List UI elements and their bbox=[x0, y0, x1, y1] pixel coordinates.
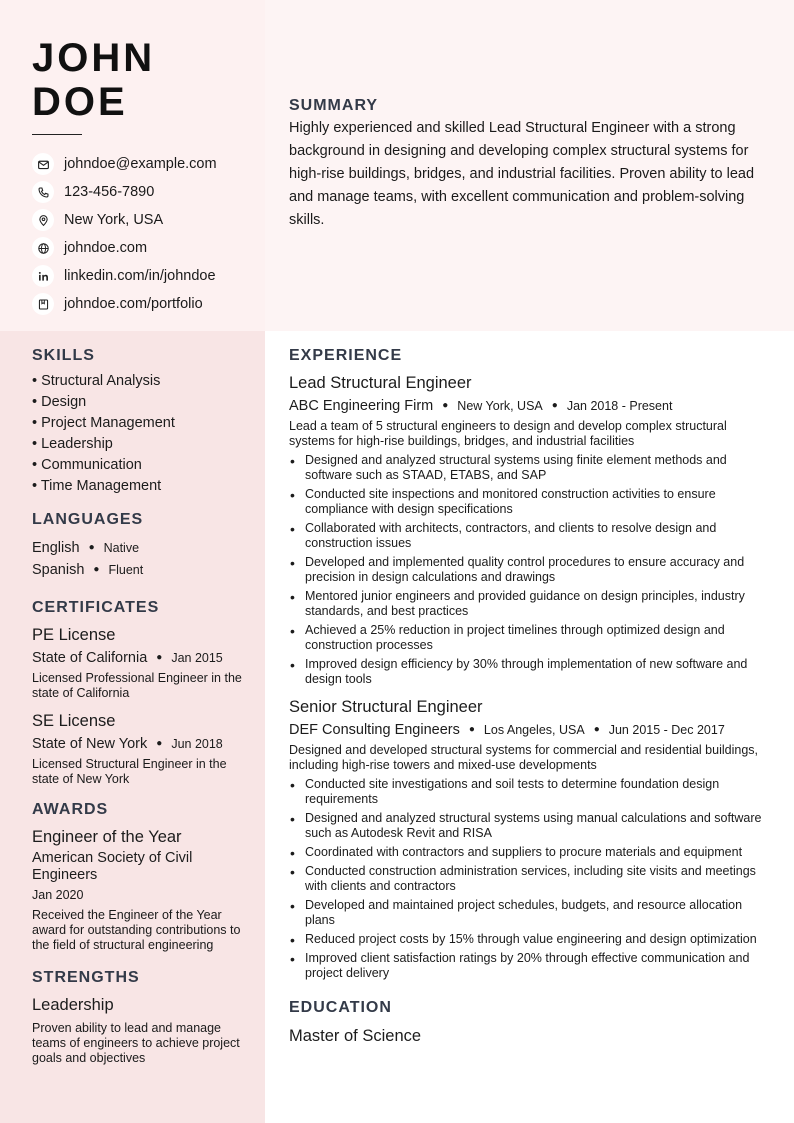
languages-section bbox=[32, 511, 247, 581]
strength-description: Proven ability to lead and manage teams of engineers to achieve project goals and objectives bbox=[32, 1021, 240, 1065]
name-divider bbox=[32, 134, 82, 135]
main-content bbox=[289, 347, 771, 1046]
certificates-heading: CERTIFICATES bbox=[32, 599, 160, 616]
contact-linkedin[interactable]: linkedin.com/in/johndoe bbox=[32, 262, 217, 290]
job-meta: DEF Consulting Engineers ● Los Angeles, USA ● Jun 2015 - Dec 2017 bbox=[289, 722, 725, 738]
skills-list bbox=[32, 371, 247, 497]
contact-location[interactable]: New York, USA bbox=[32, 206, 217, 234]
candidate-name: JOHN DOE bbox=[32, 36, 156, 124]
strengths-heading: STRENGTHS bbox=[32, 969, 140, 986]
strengths-section bbox=[32, 969, 247, 1066]
certificate-item: SE License State of New York ● Jun 2018 Licensed Structural Engineer in the state of New York bbox=[32, 712, 227, 786]
language-row: Spanish ● Fluent bbox=[32, 562, 144, 578]
list-item: • Conducted site inspections and monitored construction activities to ensure compliance with design specifications bbox=[289, 487, 771, 517]
job-description: Designed and developed structural systems for commercial and residential buildings, including high-rise towers and mixed-use developments bbox=[289, 743, 758, 772]
list-item: • Reduced project costs by 15% through value engineering and design optimization bbox=[289, 932, 771, 947]
list-item: • Communication bbox=[32, 457, 142, 473]
list-item: • Coordinated with contractors and suppliers to procure materials and equipment bbox=[289, 845, 771, 860]
portfolio-icon bbox=[32, 293, 54, 315]
mail-icon bbox=[32, 153, 54, 175]
list-item: • Developed and implemented quality control procedures to ensure accuracy and precision in design calculations and drawings bbox=[289, 555, 771, 585]
award-description: Received the Engineer of the Year award for outstanding contributions to the field of structural engineering bbox=[32, 908, 241, 952]
list-item: • Designed and analyzed structural systems using manual calculations and software such as Autodesk Revit and RISA bbox=[289, 811, 771, 841]
list-item: • Time Management bbox=[32, 478, 162, 494]
awards-heading: AWARDS bbox=[32, 801, 109, 818]
award-date: Jan 2020 bbox=[32, 888, 84, 902]
skills-section bbox=[32, 347, 247, 497]
contact-portfolio[interactable]: johndoe.com/portfolio bbox=[32, 290, 217, 318]
job-bullets bbox=[289, 453, 771, 687]
contact-email[interactable]: johndoe@example.com bbox=[32, 150, 217, 178]
list-item: • Developed and maintained project schedules, budgets, and resource allocation plans bbox=[289, 898, 771, 928]
contact-list bbox=[32, 150, 217, 318]
list-item: • Improved client satisfaction ratings by 20% through effective communication and project delivery bbox=[289, 951, 771, 981]
list-item: • Project Management bbox=[32, 415, 175, 431]
contact-website[interactable]: johndoe.com bbox=[32, 234, 217, 262]
job-title: Senior Structural Engineer bbox=[289, 698, 483, 716]
sidebar-content bbox=[32, 347, 247, 1066]
list-item: • Leadership bbox=[32, 436, 113, 452]
list-item: • Collaborated with architects, contractors, and clients to resolve design and construction issues bbox=[289, 521, 771, 551]
job-entry bbox=[289, 373, 771, 687]
language-row: English ● Native bbox=[32, 540, 140, 556]
languages-heading: LANGUAGES bbox=[32, 511, 144, 528]
experience-heading: EXPERIENCE bbox=[289, 347, 403, 364]
list-item: • Designed and analyzed structural systems using finite element methods and software such as STAAD, ETABS, and SAP bbox=[289, 453, 771, 483]
summary-text: Highly experienced and skilled Lead Structural Engineer with a strong background in designing and developing complex structural systems for high-rise buildings, bridges, and industrial facilities. Proven ability to lead and manage teams, with excellent communication and problem-solving skills. bbox=[289, 120, 755, 228]
list-item: • Achieved a 25% reduction in project timelines through optimized design and construction processes bbox=[289, 623, 771, 653]
job-meta: ABC Engineering Firm ● New York, USA ● Jan 2018 - Present bbox=[289, 398, 673, 414]
award-title: Engineer of the Year bbox=[32, 828, 182, 846]
education-heading: EDUCATION bbox=[289, 999, 392, 1016]
summary-section bbox=[289, 97, 771, 232]
certificate-item: PE License State of California ● Jan 2015 Licensed Professional Engineer in the state of California bbox=[32, 626, 242, 700]
globe-icon bbox=[32, 237, 54, 259]
job-entry bbox=[289, 697, 771, 981]
job-title: Lead Structural Engineer bbox=[289, 374, 472, 392]
job-description: Lead a team of 5 structural engineers to design and develop complex structural systems for high-rise buildings, bridges, and industrial facilities bbox=[289, 419, 727, 448]
linkedin-icon bbox=[32, 265, 54, 287]
list-item: • Mentored junior engineers and provided guidance on design principles, industry standards, and best practices bbox=[289, 589, 771, 619]
list-item: • Improved design efficiency by 30% through implementation of new software and design tools bbox=[289, 657, 771, 687]
phone-icon bbox=[32, 181, 54, 203]
strength-title: Leadership bbox=[32, 996, 114, 1014]
location-icon bbox=[32, 209, 54, 231]
list-item: • Design bbox=[32, 394, 87, 410]
certificates-section bbox=[32, 599, 247, 787]
degree-title: Master of Science bbox=[289, 1027, 422, 1045]
contact-phone[interactable]: 123-456-7890 bbox=[32, 178, 217, 206]
list-item: • Conducted construction administration services, including site visits and meetings with clients and contractors bbox=[289, 864, 771, 894]
education-section bbox=[289, 999, 771, 1046]
summary-heading: SUMMARY bbox=[289, 97, 379, 114]
list-item: • Conducted site investigations and soil tests to determine foundation design requirements bbox=[289, 777, 771, 807]
skills-heading: SKILLS bbox=[32, 347, 95, 364]
job-bullets bbox=[289, 777, 771, 981]
list-item: • Structural Analysis bbox=[32, 373, 161, 389]
award-issuer: American Society of Civil Engineers bbox=[32, 850, 193, 883]
awards-section bbox=[32, 801, 247, 953]
